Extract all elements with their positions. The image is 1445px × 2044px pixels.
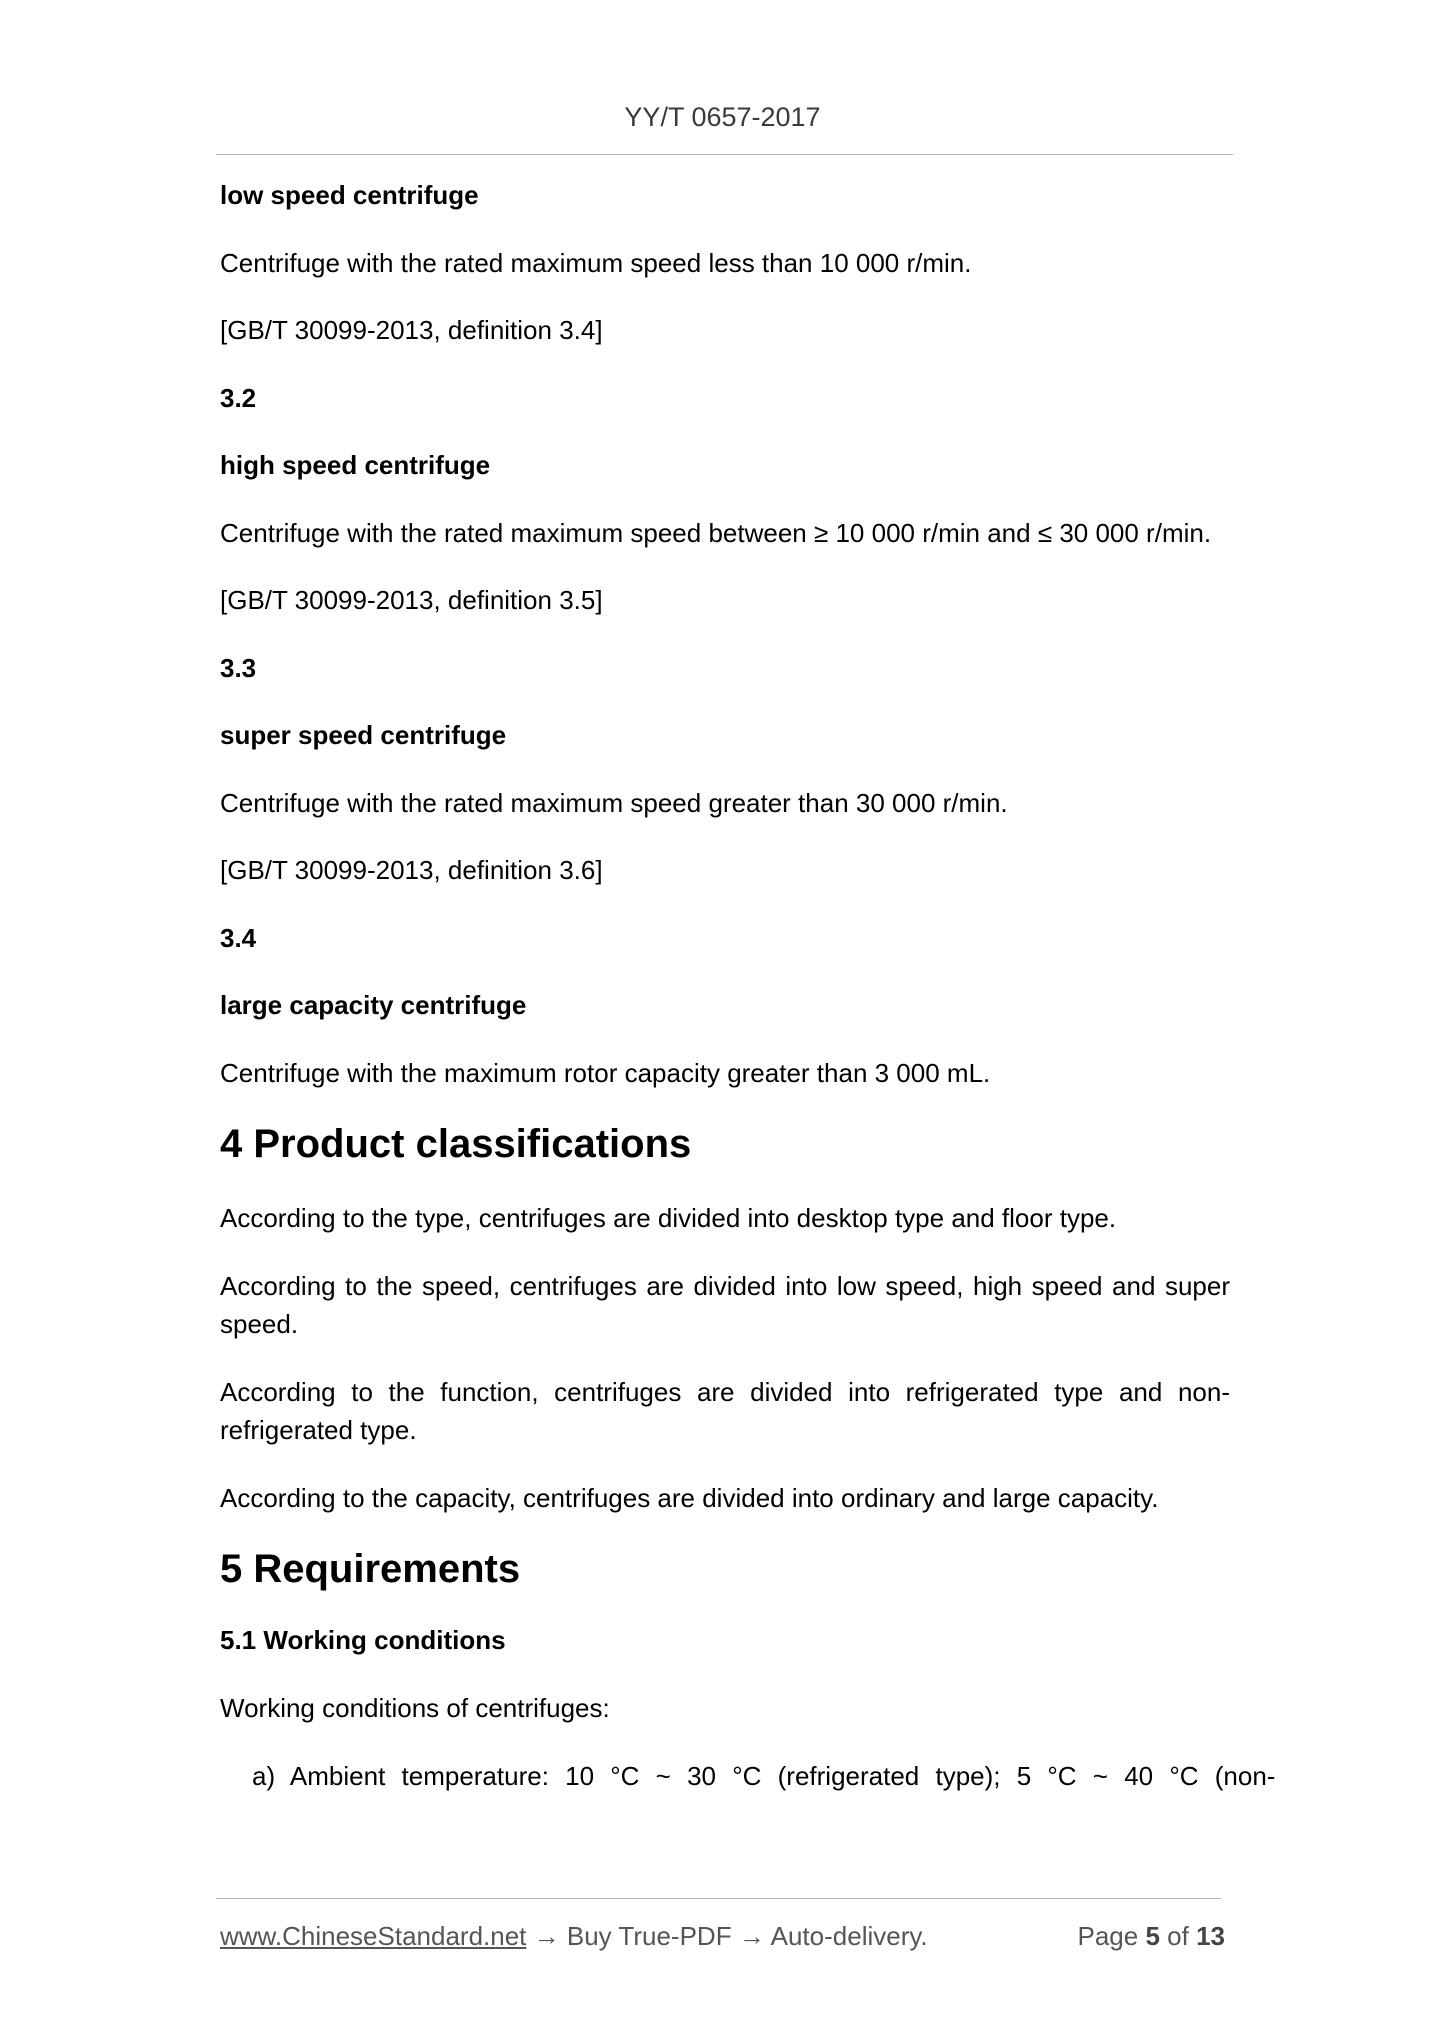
delivery-text: Auto-delivery. bbox=[770, 1921, 928, 1951]
working-conditions-intro: Working conditions of centrifuges: bbox=[220, 1693, 610, 1723]
arrow-right-icon: → bbox=[533, 1921, 560, 1951]
page-indicator bbox=[1077, 1918, 1225, 1954]
classification-by-function: According to the function, centrifuges are divided into refrigerated type and non-refrigerated type. bbox=[220, 1377, 1230, 1445]
term-title-high-speed: high speed centrifuge bbox=[220, 450, 491, 480]
classification-by-speed: According to the speed, centrifuges are divided into low speed, high speed and super speed. bbox=[220, 1271, 1230, 1339]
term-definition-super-speed: Centrifuge with the rated maximum speed greater than 30 000 r/min. bbox=[220, 788, 1008, 818]
buy-text: Buy True-PDF bbox=[566, 1921, 732, 1951]
page-footer bbox=[220, 1918, 1225, 1954]
footer-divider bbox=[216, 1898, 1221, 1899]
list-item-a: a) Ambient temperature: 10 °C ~ 30 °C (refrigerated type); 5 °C ~ 40 °C (non- bbox=[252, 1761, 1276, 1791]
term-reference-low-speed: [GB/T 30099-2013, definition 3.4] bbox=[220, 315, 603, 345]
clause-number-3-2: 3.2 bbox=[220, 383, 257, 413]
term-title-low-speed: low speed centrifuge bbox=[220, 180, 479, 210]
header-divider bbox=[216, 154, 1233, 155]
clause-number-3-3: 3.3 bbox=[220, 653, 257, 683]
term-title-super-speed: super speed centrifuge bbox=[220, 720, 507, 750]
classification-by-capacity: According to the capacity, centrifuges are divided into ordinary and large capacity. bbox=[220, 1483, 1159, 1513]
subsection-heading-5-1: 5.1 Working conditions bbox=[220, 1625, 506, 1655]
site-link[interactable]: www.ChineseStandard.net bbox=[220, 1921, 527, 1951]
arrow-right-icon: → bbox=[738, 1921, 765, 1951]
page-content bbox=[220, 172, 1276, 1795]
page-current: 5 bbox=[1145, 1921, 1160, 1951]
page-of: of bbox=[1167, 1921, 1189, 1951]
page-label: Page bbox=[1077, 1921, 1139, 1951]
header-doc-code: YY/T 0657-2017 bbox=[624, 102, 821, 132]
page-total: 13 bbox=[1196, 1921, 1225, 1951]
classification-by-type: According to the type, centrifuges are divided into desktop type and floor type. bbox=[220, 1203, 1117, 1233]
term-definition-low-speed: Centrifuge with the rated maximum speed less than 10 000 r/min. bbox=[220, 248, 972, 278]
section-heading-5: 5 Requirements bbox=[220, 1547, 521, 1591]
term-definition-high-speed: Centrifuge with the rated maximum speed between ≥ 10 000 r/min and ≤ 30 000 r/min. bbox=[220, 518, 1212, 548]
clause-number-3-4: 3.4 bbox=[220, 923, 257, 953]
term-reference-super-speed: [GB/T 30099-2013, definition 3.6] bbox=[220, 855, 603, 885]
section-heading-4: 4 Product classifications bbox=[220, 1122, 692, 1166]
term-definition-large-capacity: Centrifuge with the maximum rotor capacity greater than 3 000 mL. bbox=[220, 1058, 991, 1088]
term-title-large-capacity: large capacity centrifuge bbox=[220, 990, 527, 1020]
term-reference-high-speed: [GB/T 30099-2013, definition 3.5] bbox=[220, 585, 603, 615]
